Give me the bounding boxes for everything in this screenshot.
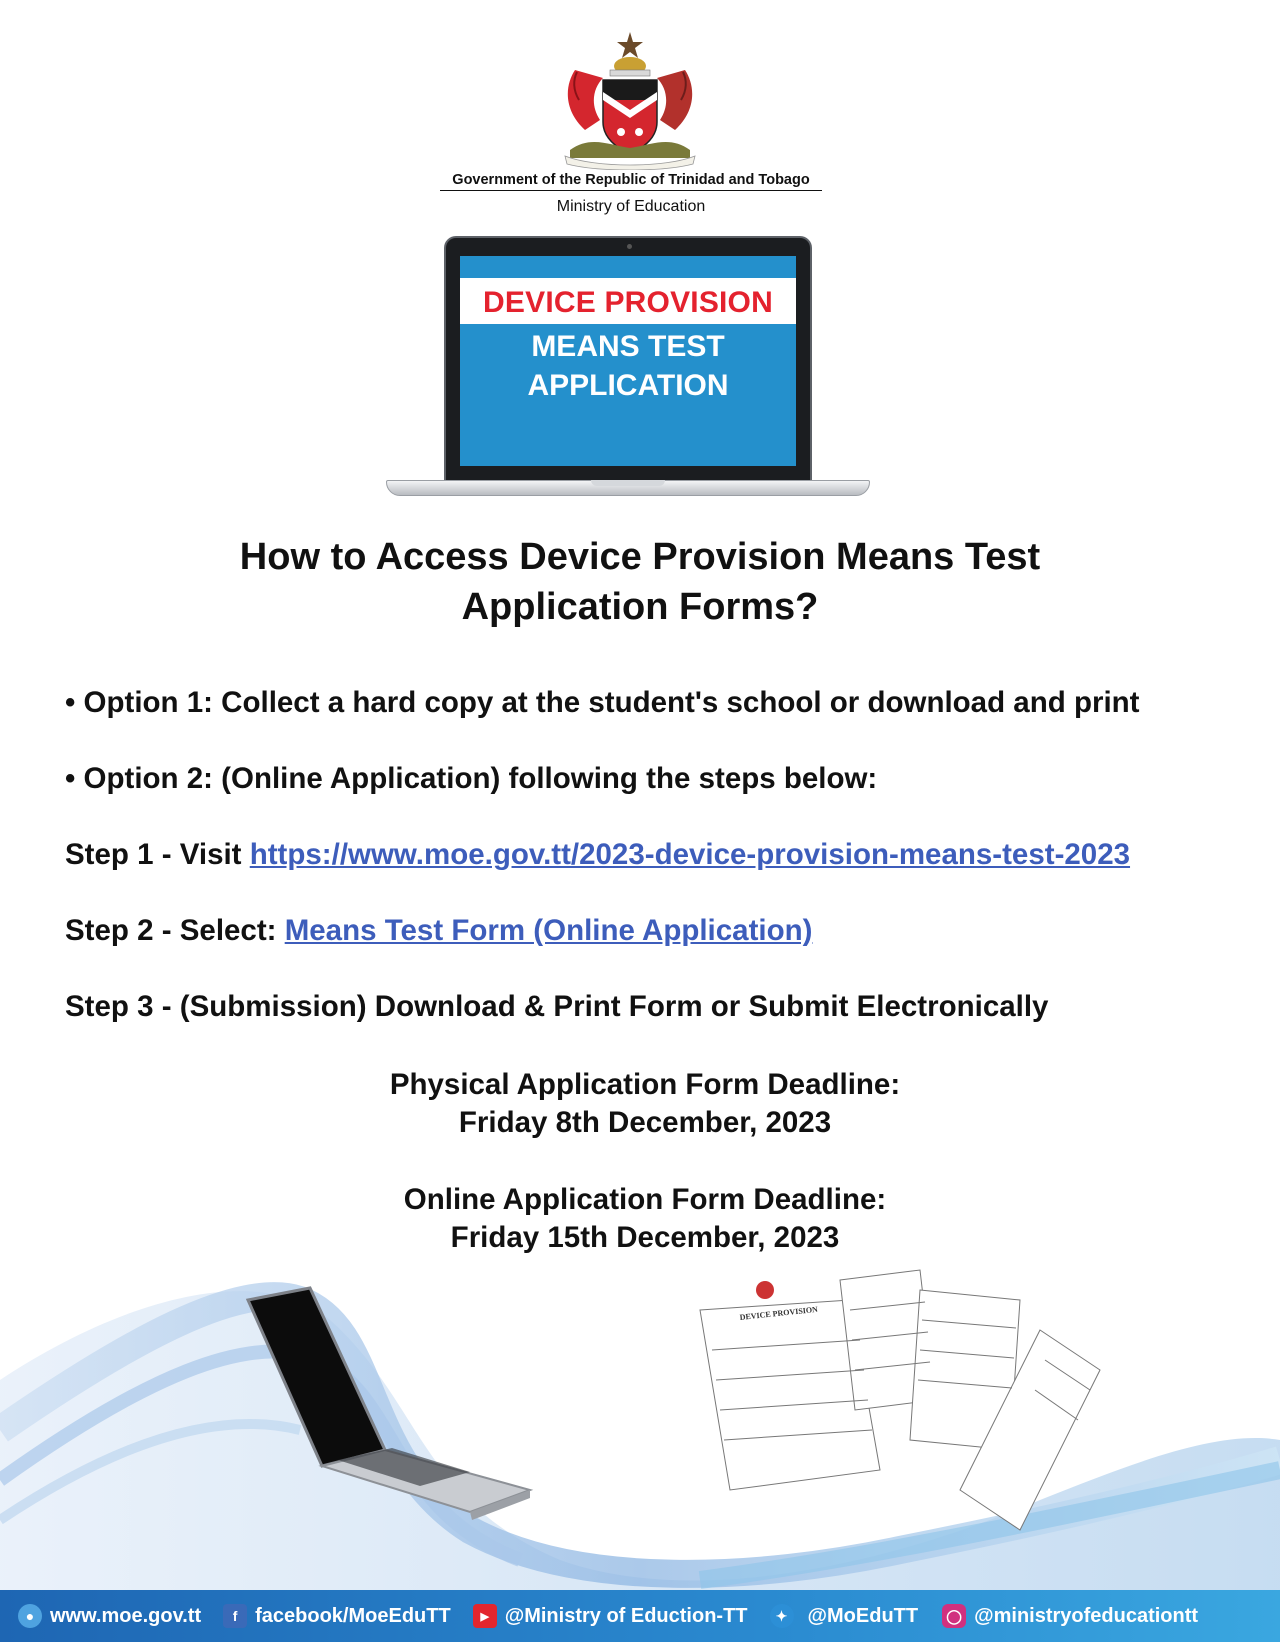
laptop-notch (591, 480, 665, 486)
footer-youtube[interactable] (473, 1604, 748, 1628)
footer-facebook-text: facebook/MoeEduTT (255, 1604, 451, 1627)
online-deadline-title: Online Application Form Deadline: (403, 1183, 887, 1216)
step-1-link[interactable]: https://www.moe.gov.tt/2023-device-provision-means-test-2023 (249, 838, 1131, 871)
online-deadline (290, 1181, 1000, 1257)
footer-website-text: www.moe.gov.tt (50, 1604, 202, 1627)
laptop-screen (444, 236, 812, 482)
instagram-icon: ◯ (942, 1604, 966, 1628)
screen-panel (460, 256, 796, 466)
step-1 (65, 838, 1130, 872)
option-1: • Option 1: Collect a hard copy at the student's school or download and print (65, 686, 1140, 719)
twitter-icon: ✦ (770, 1604, 794, 1628)
form-papers-icon (700, 1270, 1100, 1530)
option-2: • Option 2: (Online Application) following the steps below: (65, 762, 878, 795)
footer-instagram[interactable] (942, 1604, 1198, 1628)
page-title-line2: Application Forms? (461, 586, 819, 628)
footer-youtube-text: @Ministry of Eduction-TT (504, 1604, 748, 1627)
form-title-text: DEVICE PROVISION (739, 1304, 819, 1322)
camera-dot (627, 244, 632, 249)
bottom-illustration (0, 1260, 1280, 1590)
government-title: Government of the Republic of Trinidad and Tobago (440, 172, 822, 191)
physical-deadline-date: Friday 8th December, 2023 (458, 1106, 832, 1139)
footer-twitter-text: @MoEduTT (807, 1604, 919, 1627)
step-3: Step 3 - (Submission) Download & Print Form or Submit Electronically (65, 990, 1049, 1023)
footer-twitter[interactable] (770, 1604, 919, 1628)
step-2-link[interactable]: Means Test Form (Online Application) (284, 914, 813, 947)
footer-facebook[interactable] (223, 1604, 451, 1628)
hero-title-line1: DEVICE PROVISION (483, 286, 773, 319)
step-1-label: Step 1 - Visit (65, 838, 250, 871)
facebook-icon: f (223, 1604, 247, 1628)
footer-instagram-text: @ministryofeducationtt (974, 1604, 1199, 1627)
wave-shape (0, 1291, 1280, 1590)
youtube-icon: ▶ (473, 1604, 497, 1628)
physical-deadline (290, 1066, 1000, 1142)
footer-website[interactable] (18, 1604, 201, 1628)
step-2-label: Step 2 - Select: (65, 914, 285, 947)
page-title-line1: How to Access Device Provision Means Test (239, 536, 1041, 578)
online-deadline-date: Friday 15th December, 2023 (450, 1221, 840, 1254)
globe-icon: ● (18, 1604, 42, 1628)
hero-laptop-graphic (386, 236, 870, 501)
hero-title-line3: APPLICATION (527, 369, 729, 402)
physical-deadline-title: Physical Application Form Deadline: (389, 1068, 901, 1101)
ministry-name: Ministry of Education (556, 198, 706, 215)
coat-of-arms-icon (555, 30, 705, 170)
page-title (90, 532, 1190, 632)
step-2 (65, 914, 812, 948)
footer-bar (0, 1590, 1280, 1642)
hero-title-line2: MEANS TEST (531, 330, 725, 363)
